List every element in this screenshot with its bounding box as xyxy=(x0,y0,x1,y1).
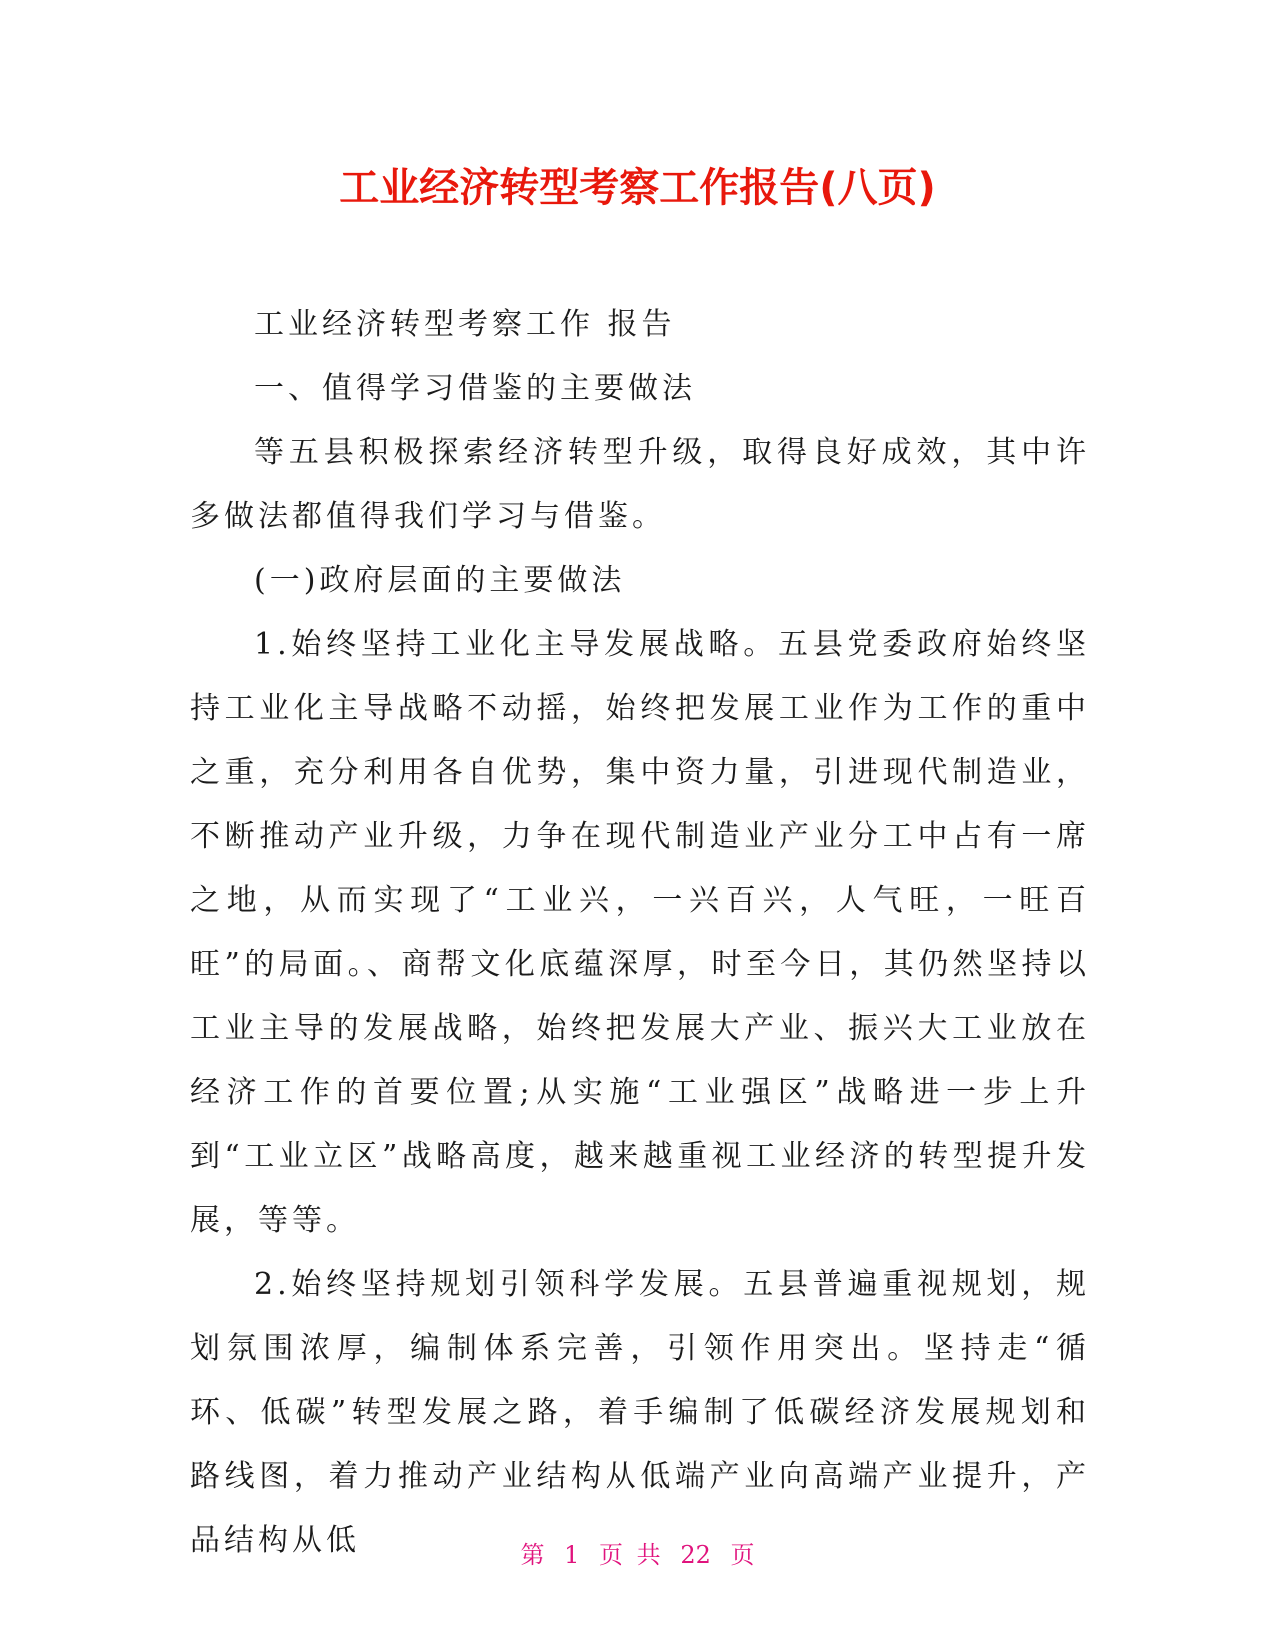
subsection-heading-1: (一)政府层面的主要做法 xyxy=(254,563,626,598)
document-title: 工业经济转型考察工作报告(八页) xyxy=(339,165,936,211)
body-paragraph: 2.始终坚持规划引领科学发展。五县普遍重视规划，规划氛围浓厚，编制体系完善，引领作用突出。坚持走“循环、低碳”转型发展之路，着手编制了低碳经济发展规划和路线图，着力推动产业结构从低端产业向高端产业提升，产品结构从低 xyxy=(190,1267,1090,1558)
report-heading: 工业经济转型考察工作 报告 xyxy=(254,307,676,342)
footer-current-page: 1 xyxy=(564,1541,580,1569)
footer-total-pages: 22 xyxy=(680,1541,711,1569)
section-heading-1: 一、值得学习借鉴的主要做法 xyxy=(254,371,696,406)
document-body xyxy=(190,293,1090,1573)
footer-suffix: 页 xyxy=(730,1541,755,1569)
page-footer xyxy=(0,1540,1275,1570)
body-paragraph: 等五县积极探索经济转型升级，取得良好成效，其中许多做法都值得我们学习与借鉴。 xyxy=(190,435,1090,534)
footer-middle: 页 共 xyxy=(599,1541,661,1569)
body-paragraph: 1.始终坚持工业化主导发展战略。五县党委政府始终坚持工业化主导战略不动摇，始终把发展工业作为工作的重中之重，充分利用各自优势，集中资力量，引进现代制造业，不断推动产业升级，力争在现代制造业产业分工中占有一席之地，从而实现了“工业兴，一兴百兴，人气旺，一旺百旺”的局面。、商帮文化底蕴深厚，时至今日，其仍然坚持以工业主导的发展战略，始终把发展大产业、振兴大工业放在经济工作的首要位置;从实施“工业强区”战略进一步上升到“工业立区”战略高度，越来越重视工业经济的转型提升发展，等等。 xyxy=(190,627,1090,1238)
footer-prefix: 第 xyxy=(520,1541,545,1569)
